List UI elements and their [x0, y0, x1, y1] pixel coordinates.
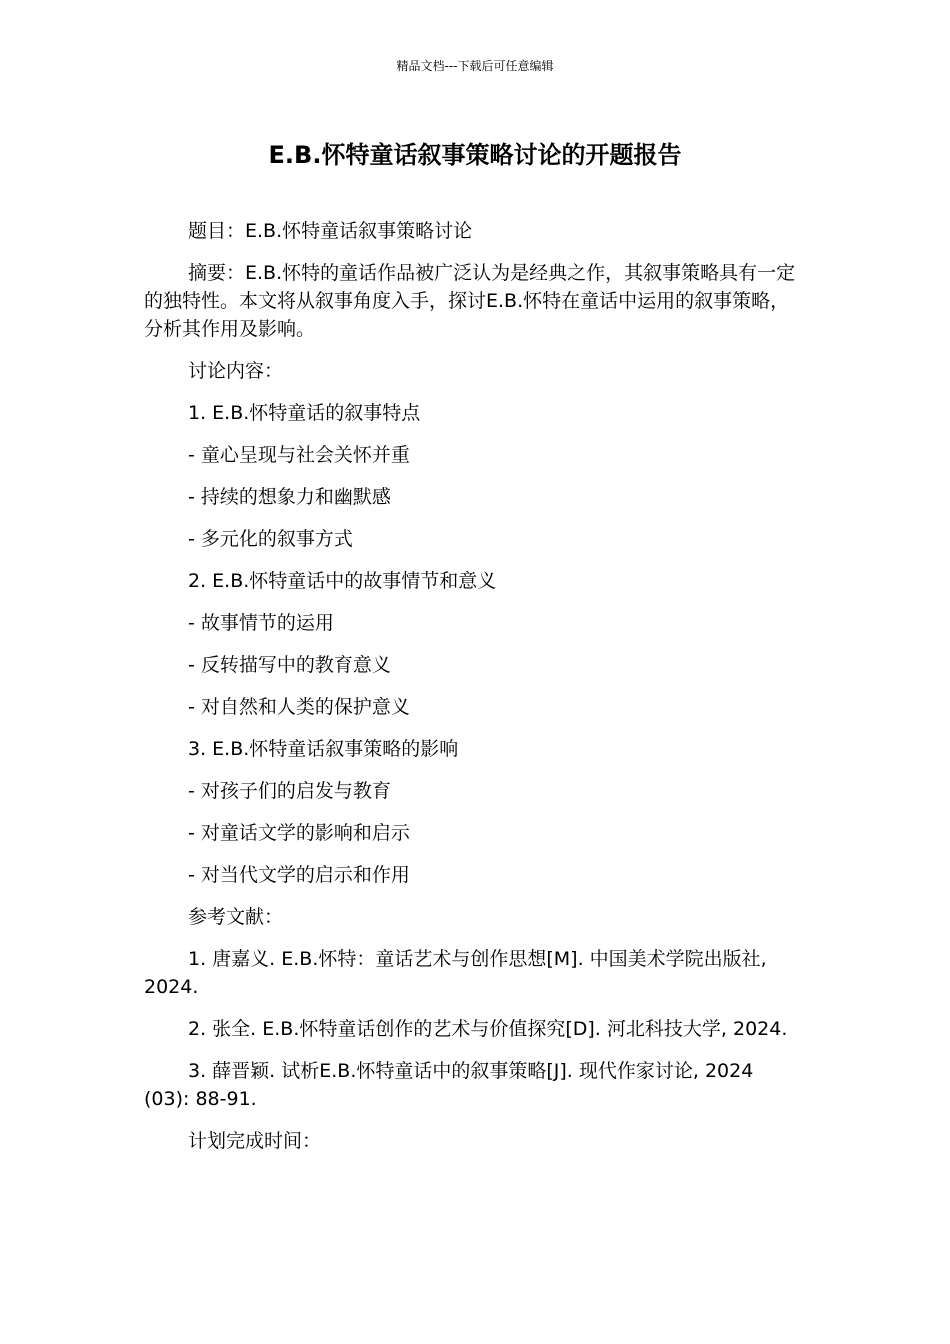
list-item: - 多元化的叙事方式 — [188, 528, 353, 550]
list-item: - 对童话文学的影响和启示 — [188, 822, 410, 844]
list-item: 3. E.B.怀特童话叙事策略的影响 — [188, 738, 459, 760]
abstract-paragraph: 摘要：E.B.怀特的童话作品被广泛认为是经典之作，其叙事策略具有一定的独特性。本文将从叙事角度入手，探讨E.B.怀特在童话中运用的叙事策略，分析其作用及影响。 — [144, 262, 796, 340]
list-item: - 对孩子们的启发与教育 — [188, 780, 391, 802]
list-item: 2. E.B.怀特童话中的故事情节和意义 — [188, 570, 497, 592]
list-item: - 童心呈现与社会关怀并重 — [188, 444, 410, 466]
list-item: 1. E.B.怀特童话的叙事特点 — [188, 402, 421, 424]
list-item: - 反转描写中的教育意义 — [188, 654, 391, 676]
list-item: - 故事情节的运用 — [188, 612, 334, 634]
reference-item: 3. 薛晋颖. 试析E.B.怀特童话中的叙事策略[J]. 现代作家讨论, 2024 (03): 88-91. — [144, 1060, 754, 1110]
reference-item: 1. 唐嘉义. E.B.怀特：童话艺术与创作思想[M]. 中国美术学院出版社, 2024. — [144, 948, 767, 998]
reference-item: 2. 张全. E.B.怀特童话创作的艺术与价值探究[D]. 河北科技大学, 2024. — [188, 1018, 788, 1040]
list-item: - 对当代文学的启示和作用 — [188, 864, 410, 886]
list-item: - 对自然和人类的保护意义 — [188, 696, 410, 718]
document-body — [144, 217, 796, 1169]
references-heading: 参考文献： — [188, 906, 284, 928]
document-title: E.B.怀特童话叙事策略讨论的开题报告 — [268, 141, 682, 169]
schedule-heading: 计划完成时间： — [188, 1130, 322, 1152]
content-heading: 讨论内容： — [188, 360, 284, 382]
list-item: - 持续的想象力和幽默感 — [188, 486, 391, 508]
topic-paragraph: 题目：E.B.怀特童话叙事策略讨论 — [188, 220, 473, 242]
page-header-note: 精品文档---下载后可任意编辑 — [396, 59, 554, 73]
